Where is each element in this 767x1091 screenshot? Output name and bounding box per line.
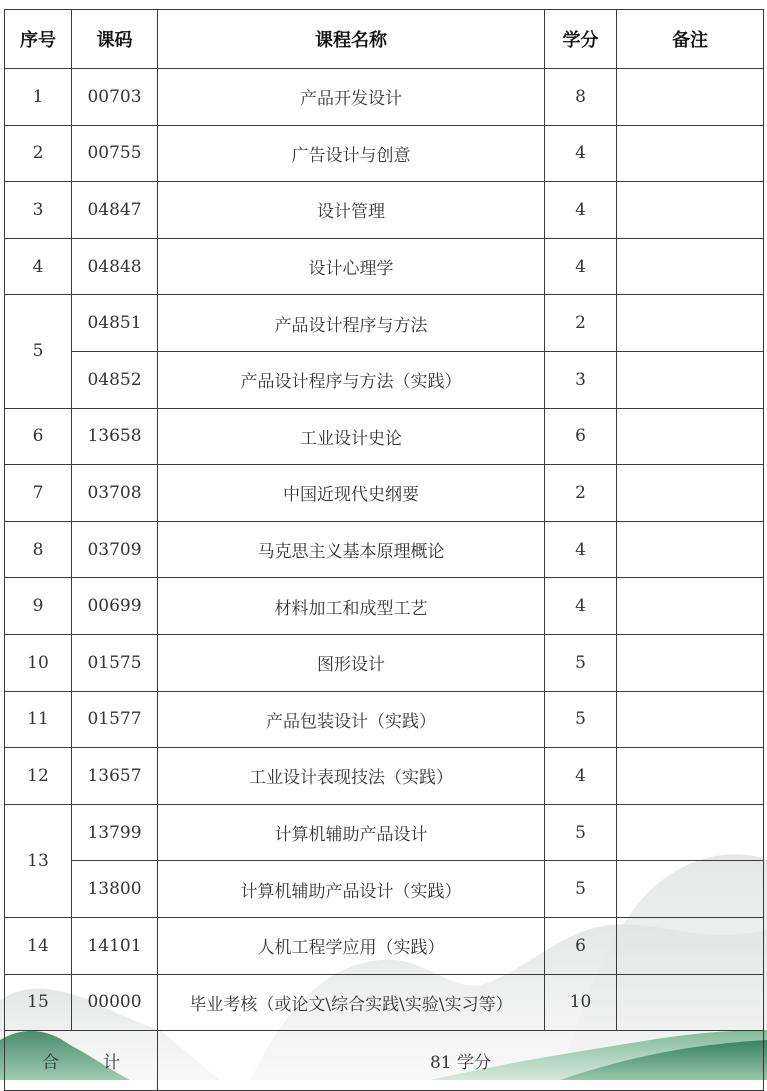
header-course-name: 课程名称 xyxy=(158,10,545,69)
table-row xyxy=(5,238,764,295)
code-cell: 04847 xyxy=(72,182,158,239)
remark-cell xyxy=(617,238,764,295)
seq-cell: 6 xyxy=(5,408,72,465)
seq-cell: 11 xyxy=(5,691,72,748)
code-cell: 01575 xyxy=(72,634,158,691)
table-row xyxy=(5,125,764,182)
credit-cell: 4 xyxy=(545,521,617,578)
remark-cell xyxy=(617,974,764,1031)
seq-cell: 4 xyxy=(5,238,72,295)
code-cell: 04848 xyxy=(72,238,158,295)
seq-cell: 3 xyxy=(5,182,72,239)
credit-cell: 5 xyxy=(545,861,617,918)
course-name-cell: 设计心理学 xyxy=(158,238,545,295)
course-name-cell: 产品开发设计 xyxy=(158,69,545,126)
seq-cell: 10 xyxy=(5,634,72,691)
total-label xyxy=(5,1031,158,1091)
total-value: 81 学分 xyxy=(158,1031,764,1091)
course-name-cell: 广告设计与创意 xyxy=(158,125,545,182)
course-table xyxy=(4,9,764,1091)
course-name-cell: 马克思主义基本原理概论 xyxy=(158,521,545,578)
header-code: 课码 xyxy=(72,10,158,69)
credit-cell: 4 xyxy=(545,238,617,295)
remark-cell xyxy=(617,634,764,691)
seq-cell: 2 xyxy=(5,125,72,182)
table-row xyxy=(5,804,764,861)
code-cell: 03709 xyxy=(72,521,158,578)
table-row xyxy=(5,578,764,635)
code-cell: 14101 xyxy=(72,917,158,974)
table-row xyxy=(5,748,764,805)
remark-cell xyxy=(617,351,764,408)
total-row xyxy=(5,1031,764,1091)
header-credit: 学分 xyxy=(545,10,617,69)
code-cell: 00755 xyxy=(72,125,158,182)
code-cell: 01577 xyxy=(72,691,158,748)
seq-cell: 5 xyxy=(5,295,72,408)
credit-cell: 5 xyxy=(545,634,617,691)
code-cell: 13799 xyxy=(72,804,158,861)
table-row xyxy=(5,634,764,691)
seq-cell: 7 xyxy=(5,465,72,522)
table-row xyxy=(5,521,764,578)
course-name-cell: 计算机辅助产品设计（实践） xyxy=(158,861,545,918)
remark-cell xyxy=(617,69,764,126)
credit-cell: 2 xyxy=(545,465,617,522)
table-row xyxy=(5,408,764,465)
remark-cell xyxy=(617,182,764,239)
credit-cell: 5 xyxy=(545,691,617,748)
table-row xyxy=(5,691,764,748)
total-label-b: 计 xyxy=(103,1053,120,1074)
code-cell: 03708 xyxy=(72,465,158,522)
code-cell: 13800 xyxy=(72,861,158,918)
seq-cell: 15 xyxy=(5,974,72,1031)
credit-cell: 10 xyxy=(545,974,617,1031)
remark-cell xyxy=(617,917,764,974)
code-cell: 00703 xyxy=(72,69,158,126)
table-row xyxy=(5,465,764,522)
remark-cell xyxy=(617,691,764,748)
code-cell: 13658 xyxy=(72,408,158,465)
credit-cell: 4 xyxy=(545,182,617,239)
credit-cell: 4 xyxy=(545,578,617,635)
seq-cell: 14 xyxy=(5,917,72,974)
credit-cell: 4 xyxy=(545,748,617,805)
course-name-cell: 人机工程学应用（实践） xyxy=(158,917,545,974)
course-name-cell: 工业设计表现技法（实践） xyxy=(158,748,545,805)
course-name-cell: 工业设计史论 xyxy=(158,408,545,465)
header-remark: 备注 xyxy=(617,10,764,69)
remark-cell xyxy=(617,465,764,522)
remark-cell xyxy=(617,521,764,578)
course-name-cell: 产品设计程序与方法（实践） xyxy=(158,351,545,408)
seq-cell: 8 xyxy=(5,521,72,578)
code-cell: 00000 xyxy=(72,974,158,1031)
seq-cell: 9 xyxy=(5,578,72,635)
course-name-cell: 产品包装设计（实践） xyxy=(158,691,545,748)
course-name-cell: 材料加工和成型工艺 xyxy=(158,578,545,635)
credit-cell: 4 xyxy=(545,125,617,182)
remark-cell xyxy=(617,804,764,861)
credit-cell: 6 xyxy=(545,408,617,465)
table-row xyxy=(5,69,764,126)
seq-cell: 1 xyxy=(5,69,72,126)
header-row xyxy=(5,10,764,69)
table-row xyxy=(5,182,764,239)
remark-cell xyxy=(617,748,764,805)
credit-cell: 3 xyxy=(545,351,617,408)
course-name-cell: 图形设计 xyxy=(158,634,545,691)
seq-cell: 13 xyxy=(5,804,72,917)
course-name-cell: 中国近现代史纲要 xyxy=(158,465,545,522)
total-label-a: 合 xyxy=(42,1053,59,1074)
remark-cell xyxy=(617,295,764,352)
table-row xyxy=(5,974,764,1031)
course-name-cell: 毕业考核（或论文\综合实践\实验\实习等） xyxy=(158,974,545,1031)
course-name-cell: 计算机辅助产品设计 xyxy=(158,804,545,861)
table-row xyxy=(5,917,764,974)
remark-cell xyxy=(617,861,764,918)
credit-cell: 8 xyxy=(545,69,617,126)
remark-cell xyxy=(617,578,764,635)
table-body xyxy=(5,69,764,1031)
credit-cell: 5 xyxy=(545,804,617,861)
course-name-cell: 设计管理 xyxy=(158,182,545,239)
table-row xyxy=(5,351,764,408)
seq-cell: 12 xyxy=(5,748,72,805)
table-row xyxy=(5,861,764,918)
credit-cell: 2 xyxy=(545,295,617,352)
code-cell: 13657 xyxy=(72,748,158,805)
credit-cell: 6 xyxy=(545,917,617,974)
code-cell: 04852 xyxy=(72,351,158,408)
remark-cell xyxy=(617,408,764,465)
course-name-cell: 产品设计程序与方法 xyxy=(158,295,545,352)
code-cell: 00699 xyxy=(72,578,158,635)
table-row xyxy=(5,295,764,352)
remark-cell xyxy=(617,125,764,182)
header-seq: 序号 xyxy=(5,10,72,69)
code-cell: 04851 xyxy=(72,295,158,352)
